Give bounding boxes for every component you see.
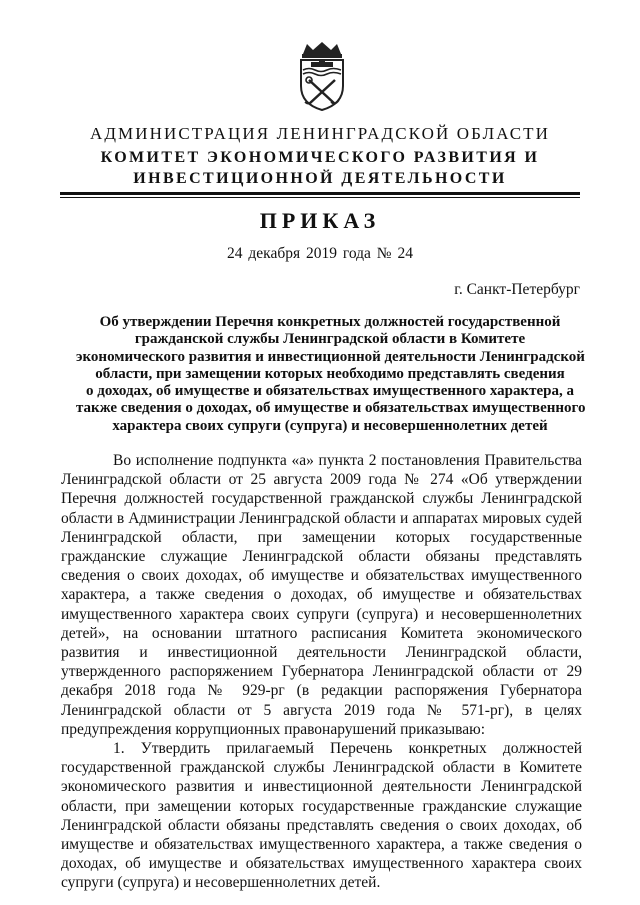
subject-line: о доходах, об имуществе и обязательствах имущественного характера, а [86, 383, 574, 400]
subject-line: гражданской службы Ленинградской области в Комитете [134, 331, 526, 348]
subject-line: экономического развития и инвестиционной деятельности Ленинградской [76, 348, 585, 365]
header-divider-thick [60, 192, 580, 195]
subject-line: Об утверждении Перечня конкретных должностей государственной [99, 314, 561, 330]
coat-of-arms-icon [295, 40, 349, 112]
organization-name: АДМИНИСТРАЦИЯ ЛЕНИНГРАДСКОЙ ОБЛАСТИ [89, 124, 551, 143]
order-item-paragraph: 1. Утвердить прилагаемый Перечень конкретных должностей государственной гражданской службы Ленинградской области в Комитете экономического развития и инвестиционной деятельности Ленинградской области, при замещении которых государственные гражданские служащие Ленинградской области обязаны представлять сведения о своих доходах, об имуществе и обязательствах имущественного характера, а также сведения о доходах, об имуществе и обязательствах имущественного характера своих супруги (супруга) и несовершеннолетних детей. [61, 740, 582, 892]
document-type: ПРИКАЗ [259, 208, 381, 233]
document-subject [76, 314, 584, 435]
header-divider-thin [60, 197, 580, 198]
subject-line: также сведения о доходах, об имуществе и обязательствах имущественного [76, 400, 586, 417]
committee-name-line: ИНВЕСТИЦИОННОЙ ДЕЯТЕЛЬНОСТИ [133, 170, 507, 187]
committee-name-line: КОМИТЕТ ЭКОНОМИЧЕСКОГО РАЗВИТИЯ И [100, 149, 540, 166]
subject-line: области, при замещении которых необходимо представлять сведения [95, 365, 565, 382]
document-date-number: 24 декабря 2019 года № 24 [227, 245, 413, 262]
document-body [61, 451, 582, 893]
committee-name [0, 147, 640, 189]
subject-line: характера своих супруги (супруга) и несовершеннолетних детей [112, 417, 548, 434]
document-city: г. Санкт-Петербург [454, 281, 580, 298]
preamble-paragraph: Во исполнение подпункта «а» пункта 2 постановления Правительства Ленинградской области от 25 августа 2009 года № 274 «Об утверждении Перечня должностей государственной гражданской службы Ленинградской области в Администрации Ленинградской области и аппаратах мировых судей Ленинградской области, при замещении которых государственные гражданские служащие Ленинградской области обязаны представлять сведения о своих доходах, об имуществе и обязательствах имущественного характера, а также сведения о доходах, об имуществе и обязательствах имущественного характера своих супруги (супруга) и несовершеннолетних детей», на основании штатного расписания Комитета экономического развития и инвестиционной деятельности Ленинградской области, утвержденного распоряжением Губернатора Ленинградской области от 29 декабря 2018 года № 929-рг (в редакции распоряжения Губернатора Ленинградской области от 5 августа 2019 года № 571-рг), в целях предупреждения коррупционных правонарушений приказываю: [61, 452, 582, 738]
